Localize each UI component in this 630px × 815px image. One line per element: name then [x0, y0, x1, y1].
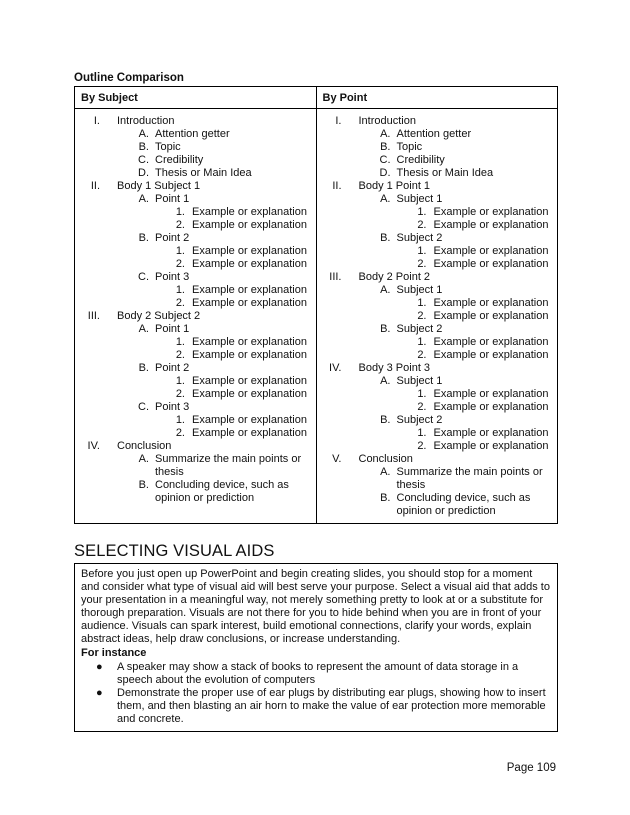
outline-text: Example or explanation	[433, 388, 549, 400]
list-item	[81, 687, 551, 726]
table-title: Outline Comparison	[74, 72, 184, 84]
outline-text: Example or explanation	[192, 258, 307, 270]
outline-marker: V.	[332, 453, 342, 465]
outline-marker: C.	[379, 154, 391, 166]
bullet-icon: ●	[96, 687, 103, 699]
outline-text: Example or explanation	[192, 206, 307, 218]
outline-line	[75, 323, 316, 336]
outline-line	[317, 206, 558, 219]
outline-marker: 1.	[175, 245, 185, 257]
outline-text: Example or explanation	[192, 427, 307, 439]
outline-line	[75, 414, 316, 427]
outline-line	[75, 232, 316, 245]
outline-line	[317, 232, 558, 245]
outline-text: opinion or prediction	[396, 505, 496, 517]
outline-line	[317, 479, 558, 492]
outline-text: Thesis or Main Idea	[155, 167, 252, 179]
outline-text: Subject 1	[396, 375, 443, 387]
outline-line	[317, 349, 558, 362]
outline-marker: 1.	[417, 388, 427, 400]
outline-line	[75, 167, 316, 180]
outline-marker: A.	[380, 193, 391, 205]
outline-line	[317, 180, 558, 193]
outline-marker: 2.	[175, 349, 185, 361]
outline-text: Credibility	[396, 154, 445, 166]
outline-marker: A.	[138, 193, 149, 205]
outline-marker: A.	[380, 284, 391, 296]
outline-line	[317, 466, 558, 479]
outline-marker: 1.	[175, 284, 185, 296]
for-instance-label: For instance	[81, 647, 147, 659]
outline-text: Example or explanation	[433, 258, 549, 270]
outline-text: Example or explanation	[192, 336, 307, 348]
outline-text: Attention getter	[155, 128, 230, 140]
outline-marker: 2.	[417, 440, 427, 452]
outline-marker: D.	[379, 167, 391, 179]
outline-line	[317, 219, 558, 232]
visual-aids-box	[74, 563, 558, 732]
example-list	[81, 661, 551, 726]
outline-text: Thesis or Main Idea	[396, 167, 494, 179]
outline-line	[317, 297, 558, 310]
outline-marker: III.	[329, 271, 342, 283]
table-header-row	[75, 87, 558, 109]
outline-text: Example or explanation	[433, 349, 549, 361]
outline-line	[75, 349, 316, 362]
outline-marker: B.	[138, 141, 149, 153]
outline-marker: 2.	[175, 219, 185, 231]
outline-text: Body 2 Subject 2	[117, 310, 201, 322]
outline-line	[75, 115, 316, 128]
outline-text: Example or explanation	[192, 284, 307, 296]
outline-text: Conclusion	[358, 453, 413, 465]
outline-text: Example or explanation	[192, 375, 307, 387]
outline-text: Concluding device, such as	[396, 492, 531, 504]
section-heading: SELECTING VISUAL AIDS	[74, 542, 275, 560]
outline-marker: B.	[380, 492, 391, 504]
outline-marker: 1.	[417, 206, 427, 218]
outline-text: thesis	[396, 479, 426, 491]
outline-text: Credibility	[155, 154, 204, 166]
outline-text: Example or explanation	[433, 206, 549, 218]
outline-line	[75, 375, 316, 388]
outline-text: Example or explanation	[192, 388, 307, 400]
outline-line	[317, 362, 558, 375]
outline-line	[317, 193, 558, 206]
outline-marker: 2.	[417, 258, 427, 270]
outline-comparison-block	[74, 72, 558, 524]
outline-text: Conclusion	[117, 440, 172, 452]
outline-line	[75, 297, 316, 310]
outline-marker: B.	[138, 479, 149, 491]
outline-line	[317, 310, 558, 323]
outline-line	[317, 414, 558, 427]
outline-line	[75, 206, 316, 219]
outline-text: Body 2 Point 2	[358, 271, 431, 283]
outline-line	[75, 193, 316, 206]
outline-line	[75, 284, 316, 297]
outline-marker: 1.	[417, 297, 427, 309]
outline-text: Point 2	[155, 362, 190, 374]
outline-text: Attention getter	[396, 128, 472, 140]
outline-line	[75, 401, 316, 414]
outline-text: Point 3	[155, 401, 190, 413]
outline-marker: 2.	[417, 219, 427, 231]
outline-text: Subject 2	[396, 414, 443, 426]
outline-text: Example or explanation	[433, 310, 549, 322]
outline-line	[75, 336, 316, 349]
outline-marker: 2.	[417, 349, 427, 361]
outline-line	[75, 271, 316, 284]
outline-text: Example or explanation	[433, 336, 549, 348]
by-subject-outline	[75, 109, 317, 524]
outline-text: Example or explanation	[192, 245, 307, 257]
outline-marker: 1.	[417, 245, 427, 257]
outline-line	[317, 141, 558, 154]
outline-line	[75, 466, 316, 479]
column-header-by-subject: By Subject	[75, 87, 317, 109]
table-body-row	[75, 109, 558, 524]
outline-text: Example or explanation	[433, 401, 549, 413]
page-number: Page 109	[506, 762, 556, 774]
outline-marker: 1.	[175, 414, 185, 426]
outline-marker: A.	[138, 128, 149, 140]
outline-text: Example or explanation	[433, 219, 549, 231]
outline-text: Concluding device, such as	[155, 479, 289, 491]
outline-text: Point 1	[155, 193, 190, 205]
outline-marker: B.	[138, 362, 149, 374]
outline-text: Point 3	[155, 271, 190, 283]
outline-text: Subject 1	[396, 193, 443, 205]
outline-text: Introduction	[358, 115, 416, 127]
outline-line	[75, 492, 316, 505]
outline-marker: B.	[380, 141, 391, 153]
outline-marker: B.	[380, 414, 391, 426]
outline-line	[75, 258, 316, 271]
outline-line	[75, 440, 316, 453]
outline-line	[75, 453, 316, 466]
list-item-text: Demonstrate the proper use of ear plugs by distributing ear plugs, showing how to insert them, and then blasting an air horn to make the value of ear protection more memorable and concrete.	[117, 687, 546, 725]
outline-marker: C.	[138, 401, 149, 413]
outline-line	[317, 258, 558, 271]
outline-marker: A.	[380, 466, 391, 478]
outline-marker: II.	[90, 180, 100, 192]
outline-line	[317, 167, 558, 180]
bullet-icon: ●	[96, 661, 103, 673]
outline-line	[317, 128, 558, 141]
outline-text: Subject 2	[396, 323, 443, 335]
outline-text: Example or explanation	[433, 297, 549, 309]
outline-text: Subject 2	[396, 232, 443, 244]
outline-text: Example or explanation	[433, 440, 549, 452]
outline-text: Point 2	[155, 232, 190, 244]
outline-marker: A.	[380, 375, 391, 387]
outline-line	[317, 388, 558, 401]
list-item-text: A speaker may show a stack of books to represent the amount of data storage in a speech about the evolution of computers	[117, 661, 519, 686]
outline-line	[75, 479, 316, 492]
outline-text: Body 1 Point 1	[358, 180, 431, 192]
outline-marker: 2.	[175, 258, 185, 270]
outline-line	[317, 453, 558, 466]
outline-line	[317, 336, 558, 349]
outline-line	[317, 440, 558, 453]
outline-marker: B.	[138, 232, 149, 244]
outline-text: Example or explanation	[433, 245, 549, 257]
outline-text: Subject 1	[396, 284, 443, 296]
outline-marker: 1.	[175, 206, 185, 218]
outline-marker: 1.	[175, 375, 185, 387]
outline-text: Example or explanation	[192, 219, 307, 231]
outline-marker: C.	[138, 271, 149, 283]
outline-marker: C.	[138, 154, 149, 166]
outline-line	[317, 375, 558, 388]
outline-marker: 2.	[417, 401, 427, 413]
outline-marker: B.	[380, 232, 391, 244]
outline-line	[317, 505, 558, 518]
outline-line	[317, 401, 558, 414]
column-header-by-point: By Point	[316, 87, 558, 109]
outline-line	[317, 154, 558, 167]
intro-paragraph: Before you just open up PowerPoint and begin creating slides, you should stop for a moment and consider what type of visual aid will best serve your purpose. Select a visual aid that adds to your presentation in a meaningful way, not merely something pretty to look at or a substitute for thorough preparation. Visuals are not there for you to hide behind when you are in front of your audience. Visuals can spark interest, build emotional connections, clarify your words, explain abstract ideas, help draw conclusions, or increase understanding.	[81, 568, 550, 645]
outline-text: Introduction	[117, 115, 175, 127]
outline-marker: 2.	[175, 297, 185, 309]
outline-marker: I.	[93, 115, 100, 127]
outline-line	[317, 323, 558, 336]
outline-text: thesis	[155, 466, 184, 478]
outline-line	[75, 245, 316, 258]
outline-text: Example or explanation	[192, 349, 307, 361]
outline-marker: A.	[380, 128, 391, 140]
outline-marker: III.	[87, 310, 100, 322]
outline-line	[317, 245, 558, 258]
outline-marker: 2.	[175, 388, 185, 400]
outline-text: Summarize the main points or	[396, 466, 543, 478]
outline-text: Example or explanation	[192, 297, 307, 309]
outline-line	[317, 492, 558, 505]
outline-marker: D.	[138, 167, 149, 179]
outline-marker: B.	[380, 323, 391, 335]
outline-line	[75, 310, 316, 323]
outline-text: opinion or prediction	[155, 492, 255, 504]
outline-line	[75, 388, 316, 401]
outline-text: Topic	[155, 141, 181, 153]
list-item	[81, 661, 551, 687]
outline-line	[75, 128, 316, 141]
outline-marker: 1.	[417, 427, 427, 439]
outline-marker: IV.	[87, 440, 100, 452]
outline-text: Topic	[396, 141, 423, 153]
outline-marker: 2.	[417, 310, 427, 322]
outline-line	[317, 427, 558, 440]
outline-line	[75, 362, 316, 375]
outline-marker: 1.	[417, 336, 427, 348]
outline-line	[317, 271, 558, 284]
outline-marker: I.	[335, 115, 342, 127]
outline-comparison-table	[74, 86, 558, 524]
outline-text: Example or explanation	[192, 414, 307, 426]
outline-line	[75, 427, 316, 440]
outline-text: Example or explanation	[433, 427, 549, 439]
by-point-outline	[316, 109, 558, 524]
outline-line	[75, 219, 316, 232]
outline-text: Body 3 Point 3	[358, 362, 431, 374]
outline-text: Body 1 Subject 1	[117, 180, 201, 192]
outline-marker: A.	[138, 323, 149, 335]
outline-line	[75, 141, 316, 154]
outline-line	[75, 154, 316, 167]
outline-marker: II.	[332, 180, 342, 192]
outline-marker: 2.	[175, 427, 185, 439]
outline-line	[317, 115, 558, 128]
outline-text: Summarize the main points or	[155, 453, 302, 465]
outline-marker: 1.	[175, 336, 185, 348]
outline-marker: A.	[138, 453, 149, 465]
outline-line	[317, 284, 558, 297]
outline-line	[75, 180, 316, 193]
outline-text: Point 1	[155, 323, 190, 335]
outline-marker: IV.	[329, 362, 342, 374]
